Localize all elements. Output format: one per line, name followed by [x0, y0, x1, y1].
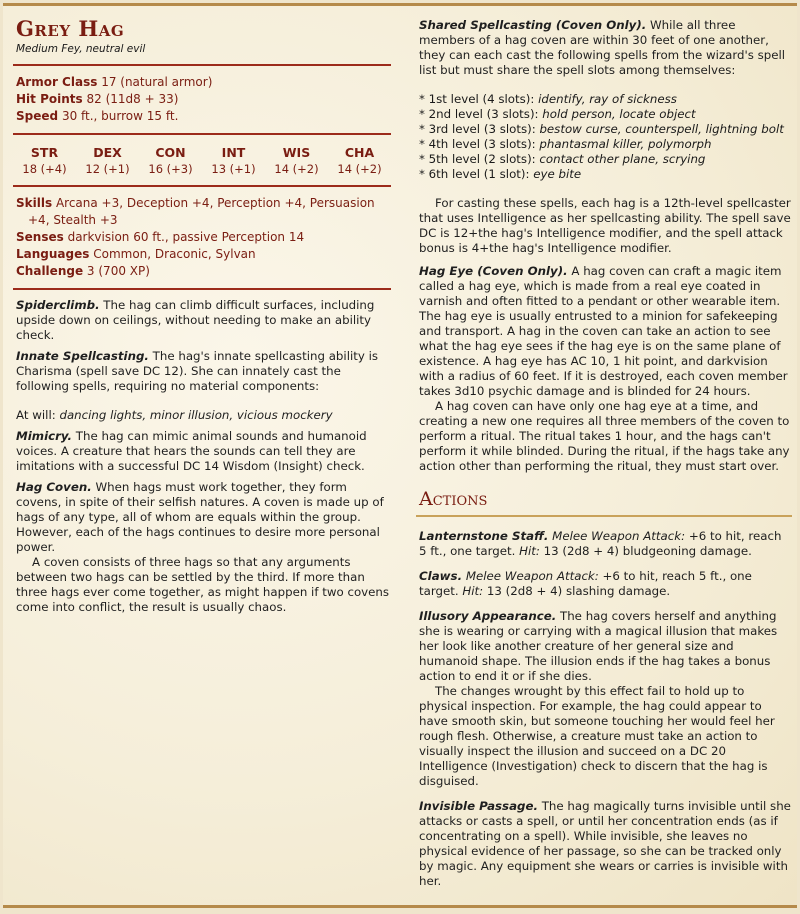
at-will-spells: [16, 408, 391, 423]
attack-text: +6 to hit, reach 5 ft., one target.: [419, 569, 752, 598]
action-text: The hag magically turns invisible until she attacks or casts a spell, or until her concentration ends (as if concentrating on a spell). While invisible, she leaves no physical evidence of her passage, so she can be tracked only by magic. Any equipment she wears or carries is invisible with her.: [419, 799, 791, 888]
skills-value: Arcana +3, Deception +4, Perception +4, Persuasion +4, Stealth +3: [28, 196, 375, 227]
attack-type: Melee Weapon Attack:: [465, 569, 599, 583]
spell-slot-list: [419, 92, 792, 182]
languages-label: Languages: [16, 247, 90, 261]
senses: [16, 229, 391, 246]
spell-names: contact other plane, scrying: [539, 152, 706, 166]
ability-int: [204, 145, 264, 177]
ability-value: 13 (+1): [211, 162, 256, 176]
divider: [13, 64, 391, 66]
ability-value: 14 (+2): [337, 162, 382, 176]
divider: [13, 288, 391, 290]
trait-text: A hag coven can craft a magic item called a hag eye, which is made from a real eye coated in varnish and often fitted to a pendant or other wearable item. The hag eye is usually entrusted to a minion for safekeeping and transport. A hag in the coven can take an action to see what the hag eye sees if the hag eye is on the same plane of existence. A hag eye has AC 10, 1 hit point, and darkvision with a radius of 60 feet. If it is destroyed, each coven member takes 3d10 psychic damage and is blinded for 24 hours.: [419, 264, 788, 398]
divider: [13, 185, 391, 187]
hit-points: [16, 91, 391, 108]
trait-spiderclimb: [16, 298, 391, 343]
monster-name: Grey Hag: [16, 16, 125, 41]
armor-class: [16, 74, 391, 91]
ability-con: [141, 145, 201, 177]
trait-name: Mimicry.: [16, 429, 73, 443]
ability-value: 14 (+2): [274, 162, 319, 176]
trait-text: The hag can mimic animal sounds and humanoid voices. A creature that hears the sounds can tell they are imitations with a successful DC 14 Wisdom (Insight) check.: [16, 429, 367, 473]
languages: [16, 246, 391, 263]
spell-names: hold person, locate object: [542, 107, 696, 121]
action-lanternstone-staff: [419, 529, 792, 559]
action-text: The hag covers herself and anything she is wearing or carrying with a magical illusion that makes her look like another creature of her general size and humanoid shape. The illusion ends if the hag takes a bonus action to end it or if she dies.: [419, 609, 778, 683]
trait-name: Spiderclimb.: [16, 298, 100, 312]
challenge-value: 3 (700 XP): [86, 264, 150, 278]
trait-text: When hags must work together, they form covens, in spite of their selfish natures. A coven is made up of hags of any type, all of whom are equals within the group. However, each of the hags continues to desire more personal power.: [16, 480, 384, 554]
attack-text: +6 to hit, reach 5 ft., one target.: [419, 529, 782, 558]
spell-level-label: * 4th level (3 slots):: [419, 137, 536, 151]
speed-label: Speed: [16, 109, 59, 123]
challenge: [16, 263, 391, 280]
stat-block-page: [3, 3, 797, 908]
spell-level-label: * 3rd level (3 slots):: [419, 122, 536, 136]
trait-name: Hag Coven.: [16, 480, 92, 494]
challenge-label: Challenge: [16, 264, 84, 278]
spell-names: identify, ray of sickness: [538, 92, 677, 106]
action-name: Claws.: [419, 569, 463, 583]
senses-value: darkvision 60 ft., passive Perception 14: [67, 230, 305, 244]
ability-wis: [267, 145, 327, 177]
trait-text: The hag's innate spellcasting ability is Charisma (spell save DC 12). She can innately cast the following spells, requiring no material components:: [16, 349, 379, 393]
spell-level-row: [419, 167, 792, 182]
ability-scores: [13, 145, 391, 177]
at-will-list: dancing lights, minor illusion, vicious mockery: [59, 408, 333, 422]
trait-hag-eye-continued: A hag coven can have only one hag eye at a time, and creating a new one requires all three members of the coven to perform a ritual. The ritual takes 1 hour, and the hags can't perform it while blinded. During the ritual, if the hags take any action other than performing the ritual, they must start over.: [419, 399, 790, 473]
spell-level-label: * 2nd level (3 slots):: [419, 107, 539, 121]
spell-level-row: [419, 107, 792, 122]
monster-type: Medium Fey, neutral evil: [16, 43, 146, 55]
trait-innate-spellcasting: [16, 349, 391, 394]
spell-level-row: [419, 92, 792, 107]
spell-level-row: [419, 152, 792, 167]
action-claws: [419, 569, 792, 599]
damage-text: 13 (2d8 + 4) bludgeoning damage.: [543, 544, 752, 558]
ability-name: STR: [30, 145, 59, 160]
trait-shared-spellcasting: [419, 18, 792, 78]
ability-value: 12 (+1): [85, 162, 130, 176]
skills: [16, 195, 391, 229]
ability-value: 16 (+3): [148, 162, 193, 176]
damage-text: 13 (2d8 + 4) slashing damage.: [486, 584, 671, 598]
trait-hag-coven-continued: A coven consists of three hags so that any arguments between two hags can be settled by the third. If more than three hags ever come together, as might happen if two covens come into conflict, the result is usually chaos.: [16, 555, 390, 614]
trait-hag-coven: [16, 480, 391, 555]
spell-level-label: * 6th level (1 slot):: [419, 167, 530, 181]
action-name: Lanternstone Staff.: [419, 529, 549, 543]
spell-level-label: * 1st level (4 slots):: [419, 92, 535, 106]
armor-class-value: 17 (natural armor): [101, 75, 213, 89]
actions-heading: Actions: [419, 488, 488, 510]
spell-names: eye bite: [533, 167, 582, 181]
ability-value: 18 (+4): [22, 162, 67, 176]
left-column: [13, 16, 391, 621]
divider: [13, 133, 391, 135]
trait-text: The hag can climb difficult surfaces, including upside down on ceilings, without needing to make an ability check.: [16, 298, 375, 342]
spell-level-row: [419, 137, 792, 152]
speed: [16, 108, 391, 125]
shared-spellcasting-continued: For casting these spells, each hag is a 12th-level spellcaster that uses Intelligence as her spellcasting ability. The spell save DC is 12+the hag's Intelligence modifier, and the spell attack bonus is 4+the hag's Intelligence modifier.: [419, 196, 791, 255]
hit-points-label: Hit Points: [16, 92, 83, 106]
senses-label: Senses: [16, 230, 64, 244]
at-will-label: At will:: [16, 408, 56, 422]
ability-cha: [330, 145, 390, 177]
skills-label: Skills: [16, 196, 53, 210]
ability-name: CHA: [344, 145, 375, 160]
hit-points-value: 82 (11d8 + 33): [86, 92, 179, 106]
spell-names: bestow curse, counterspell, lightning bolt: [539, 122, 784, 136]
speed-value: 30 ft., burrow 15 ft.: [61, 109, 179, 123]
ability-name: DEX: [93, 145, 122, 160]
action-name: Invisible Passage.: [419, 799, 538, 813]
hit-label: Hit:: [462, 584, 484, 598]
trait-name: Shared Spellcasting (Coven Only).: [419, 18, 647, 32]
trait-name: Innate Spellcasting.: [16, 349, 149, 363]
right-column: [416, 18, 792, 895]
attack-type: Melee Weapon Attack:: [552, 529, 686, 543]
action-illusory-appearance-continued: The changes wrought by this effect fail to hold up to physical inspection. For example, the hag could appear to have smooth skin, but someone touching her would feel her rough flesh. Otherwise, a creature must take an action to visually inspect the illusion and succeed on a DC 20 Intelligence (Investigation) check to discern that the hag is disguised.: [419, 684, 775, 788]
hit-label: Hit:: [519, 544, 540, 558]
armor-class-label: Armor Class: [16, 75, 98, 89]
ability-name: CON: [155, 145, 186, 160]
spell-level-row: [419, 122, 792, 137]
ability-dex: [78, 145, 138, 177]
ability-name: INT: [221, 145, 246, 160]
action-illusory-appearance: [419, 609, 792, 684]
actions-divider: [416, 515, 792, 517]
trait-name: Hag Eye (Coven Only).: [419, 264, 568, 278]
trait-hag-eye: [419, 264, 792, 399]
action-invisible-passage: [419, 799, 792, 889]
action-name: Illusory Appearance.: [419, 609, 557, 623]
trait-text: While all three members of a hag coven are within 30 feet of one another, they can each cast the following spells from the wizard's spell list but must share the spell slots among themselves:: [419, 18, 786, 77]
ability-name: WIS: [282, 145, 311, 160]
spell-level-label: * 5th level (2 slots):: [419, 152, 536, 166]
ability-str: [15, 145, 75, 177]
spell-names: phantasmal killer, polymorph: [539, 137, 712, 151]
trait-mimicry: [16, 429, 391, 474]
languages-value: Common, Draconic, Sylvan: [93, 247, 256, 261]
